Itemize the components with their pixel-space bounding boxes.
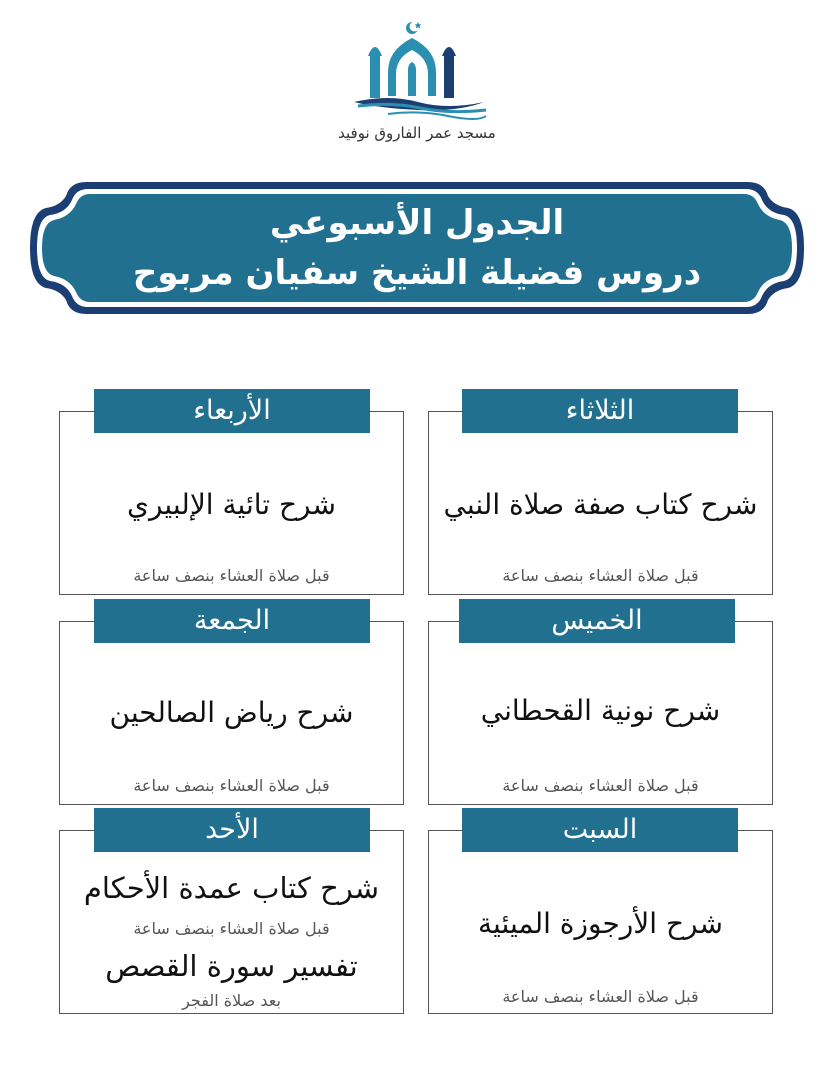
schedule-card-friday	[59, 621, 404, 805]
lesson-time: قبل صلاة العشاء بنصف ساعة	[133, 919, 330, 938]
lesson-title: شرح تائية الإلبيري	[127, 488, 336, 521]
day-label-tuesday: الثلاثاء	[462, 389, 738, 433]
schedule-card-tuesday	[428, 411, 773, 595]
day-label-thursday: الخميس	[459, 599, 735, 643]
lesson-title: شرح كتاب عمدة الأحكام	[83, 871, 380, 905]
banner-text	[24, 176, 810, 320]
lesson-time: قبل صلاة العشاء بنصف ساعة	[133, 566, 330, 585]
lesson-title: شرح نونية القحطاني	[480, 694, 721, 727]
lesson-title-2: تفسير سورة القصص	[105, 949, 358, 983]
lesson-time: قبل صلاة العشاء بنصف ساعة	[502, 987, 699, 1006]
schedule-card-wednesday	[59, 411, 404, 595]
day-label-friday: الجمعة	[94, 599, 370, 643]
lesson-time: قبل صلاة العشاء بنصف ساعة	[502, 566, 699, 585]
day-label-saturday: السبت	[462, 808, 738, 852]
lesson-time: قبل صلاة العشاء بنصف ساعة	[502, 776, 699, 795]
lesson-title: شرح الأرجوزة الميئية	[478, 907, 723, 940]
lesson-time-2: بعد صلاة الفجر	[182, 991, 281, 1010]
lesson-title: شرح كتاب صفة صلاة النبي	[443, 488, 758, 521]
day-label-sunday: الأحد	[94, 808, 370, 852]
mosque-logo-icon	[348, 18, 490, 122]
lesson-title: شرح رياض الصالحين	[109, 696, 354, 729]
schedule-card-sunday	[59, 830, 404, 1014]
lesson-time: قبل صلاة العشاء بنصف ساعة	[133, 776, 330, 795]
schedule-card-thursday	[428, 621, 773, 805]
banner-subtitle: دروس فضيلة الشيخ سفيان مربوح	[132, 253, 702, 293]
day-label-wednesday: الأربعاء	[94, 389, 370, 433]
schedule-card-saturday	[428, 830, 773, 1014]
banner-title: الجدول الأسبوعي	[269, 203, 565, 243]
mosque-name: مسجد عمر الفاروق نوفيد	[338, 124, 496, 142]
